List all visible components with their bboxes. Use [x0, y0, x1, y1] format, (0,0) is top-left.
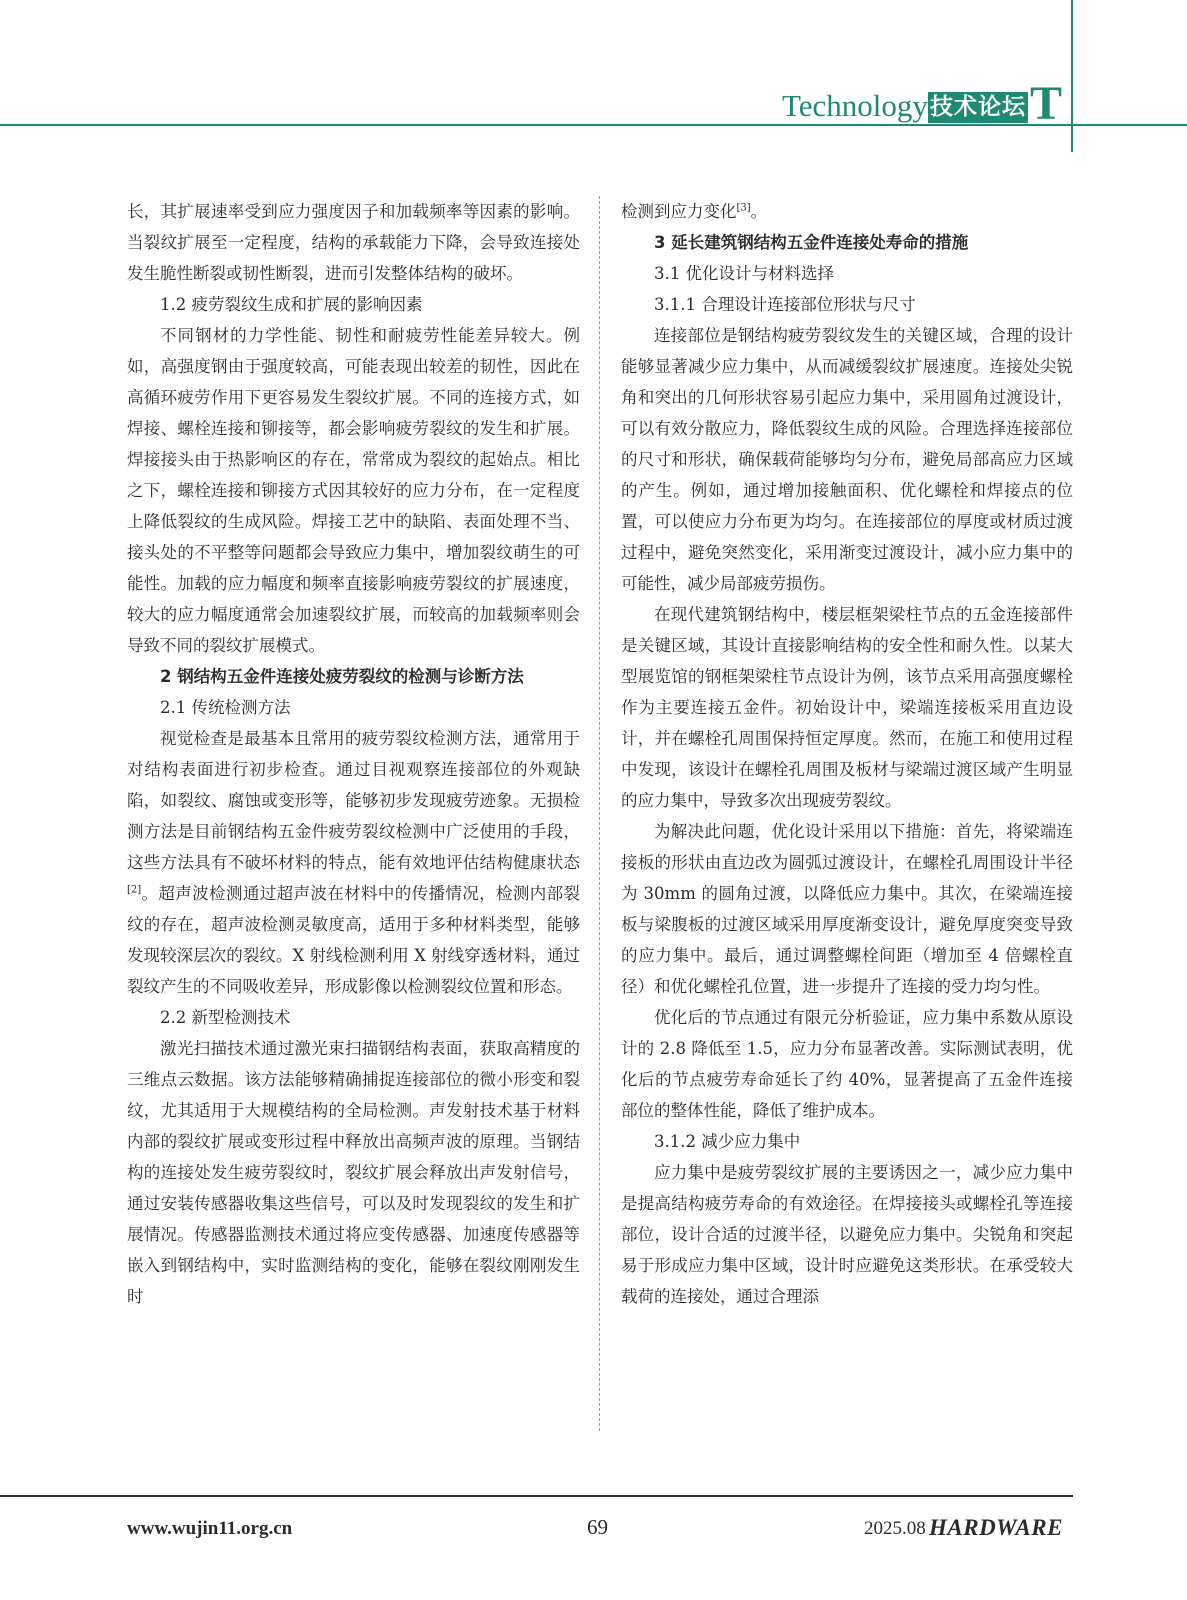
paragraph: 长，其扩展速率受到应力强度因子和加载频率等因素的影响。当裂纹扩展至一定程度，结构的承载能力下降，会导致连接处发生脆性断裂或韧性断裂，进而引发整体结构的破坏。 [127, 202, 580, 283]
magazine-name: HARDWARE [929, 1515, 1063, 1540]
section-title-english: Technology [782, 88, 928, 123]
subsection-heading-2-1: 2.1 传统检测方法 [160, 698, 291, 717]
issue-date: 2025.08 [864, 1518, 926, 1539]
subsection-heading-3-1: 3.1 优化设计与材料选择 [654, 264, 834, 283]
paragraph: 不同钢材的力学性能、韧性和耐疲劳性能差异较大。例如，高强度钢由于强度较高，可能表现出较差的韧性，因此在高循环疲劳作用下更容易发生裂纹扩展。不同的连接方式，如焊接、螺栓连接和铆接等，都会影响疲劳裂纹的发生和扩展。焊接接头由于热影响区的存在，常常成为裂纹的起始点。相比之下，螺栓连接和铆接方式因其较好的应力分布，在一定程度上降低裂纹的生成风险。焊接工艺中的缺陷、表面处理不当、接头处的不平整等问题都会导致应力集中，增加裂纹萌生的可能性。加载的应力幅度和频率直接影响疲劳裂纹的扩展速度，较大的应力幅度通常会加速裂纹扩展，而较高的加载频率则会导致不同的裂纹扩展模式。 [127, 326, 580, 655]
column-divider [599, 196, 600, 1431]
citation-ref-3: [3] [736, 202, 751, 214]
paragraph-text: 检测到应力变化 [621, 202, 737, 221]
subsection-heading-3-1-2: 3.1.2 减少应力集中 [654, 1132, 801, 1151]
left-column [127, 196, 580, 1312]
right-column [621, 196, 1073, 1312]
footer-rule [0, 1495, 1073, 1497]
paragraph [621, 196, 1073, 227]
section-heading-2: 2 钢结构五金件连接处疲劳裂纹的检测与诊断方法 [160, 667, 524, 686]
subsection-heading-2-2: 2.2 新型检测技术 [160, 1008, 291, 1027]
section-badge-letter: T [1030, 77, 1063, 130]
paragraph: 优化后的节点通过有限元分析验证，应力集中系数从原设计的 2.8 降低至 1.5，应力分布显著改善。实际测试表明，优化后的节点疲劳寿命延长了约 40%，显著提高了五金件连接部位的整体性能，降低了维护成本。 [621, 1008, 1073, 1120]
header-vertical-rule [1071, 0, 1073, 152]
section-heading-3: 3 延长建筑钢结构五金件连接处寿命的措施 [654, 233, 969, 252]
paragraph-text: 视觉检查是最基本且常用的疲劳裂纹检测方法，通常用于对结构表面进行初步检查。通过目视观察连接部位的外观缺陷，如裂纹、腐蚀或变形等，能够初步发现疲劳迹象。无损检测方法是目前钢结构五金件疲劳裂纹检测中广泛使用的手段，这些方法具有不破坏材料的特点，能有效地评估结构健康状态 [127, 729, 580, 872]
header-horizontal-rule [0, 124, 1187, 126]
paragraph: 连接部位是钢结构疲劳裂纹发生的关键区域，合理的设计能够显著减少应力集中，从而减缓裂纹扩展速度。连接处尖锐角和突出的几何形状容易引起应力集中，采用圆角过渡设计，可以有效分散应力，降低裂纹生成的风险。合理选择连接部位的尺寸和形状，确保载荷能够均匀分布，避免局部高应力区域的产生。例如，通过增加接触面积、优化螺栓和焊接点的位置，可以使应力分布更为均匀。在连接部位的厚度或材质过渡过程中，避免突然变化，采用渐变过渡设计，减小应力集中的可能性，减少局部疲劳损伤。 [621, 326, 1073, 593]
paragraph: 在现代建筑钢结构中，楼层框架梁柱节点的五金连接部件是关键区域，其设计直接影响结构的安全性和耐久性。以某大型展览馆的钢框架梁柱节点设计为例，该节点采用高强度螺栓作为主要连接五金件。初始设计中，梁端连接板采用直边设计，并在螺栓孔周围保持恒定厚度。然而，在施工和使用过程中发现，该设计在螺栓孔周围及板材与梁端过渡区域产生明显的应力集中，导致多次出现疲劳裂纹。 [621, 605, 1073, 810]
subsection-heading-3-1-1: 3.1.1 合理设计连接部位形状与尺寸 [654, 295, 916, 314]
subsection-heading-1-2: 1.2 疲劳裂纹生成和扩展的影响因素 [160, 295, 423, 314]
citation-ref-2: [2] [127, 884, 142, 896]
paragraph: 为解决此问题，优化设计采用以下措施：首先，将梁端连接板的形状由直边改为圆弧过渡设计，在螺栓孔周围设计半径为 30mm 的圆角过渡，以降低应力集中。其次，在梁端连接板与梁腹板的过渡区域采用厚度渐变设计，避免厚度突变导致的应力集中。最后，通过调整螺栓间距（增加至 4 倍螺栓直径）和优化螺栓孔位置，进一步提升了连接的受力均匀性。 [621, 822, 1073, 996]
section-title-chinese: 技术论坛 [928, 92, 1028, 123]
paragraph: 应力集中是疲劳裂纹扩展的主要诱因之一，减少应力集中是提高结构疲劳寿命的有效途径。在焊接接头或螺栓孔等连接部位，设计合适的过渡半径，以避免应力集中。尖锐角和突起易于形成应力集中区域，设计时应避免这类形状。在承受较大载荷的连接处，通过合理添 [621, 1163, 1073, 1306]
paragraph-text: 。超声波检测通过超声波在材料中的传播情况，检测内部裂纹的存在，超声波检测灵敏度高，适用于多种材料类型，能够发现较深层次的裂纹。X 射线检测利用 X 射线穿透材料，通过裂纹产生的不同吸收差异，形成影像以检测裂纹位置和形态。 [127, 884, 580, 996]
page-number: 69 [587, 1515, 608, 1539]
paragraph: 激光扫描技术通过激光束扫描钢结构表面，获取高精度的三维点云数据。该方法能够精确捕捉连接部位的微小形变和裂纹，尤其适用于大规模结构的全局检测。声发射技术基于材料内部的裂纹扩展或变形过程中释放出高频声波的原理。当钢结构的连接处发生疲劳裂纹时，裂纹扩展会释放出声发射信号，通过安装传感器收集这些信号，可以及时发现裂纹的发生和扩展情况。传感器监测技术通过将应变传感器、加速度传感器等嵌入到钢结构中，实时监测结构的变化，能够在裂纹刚刚发生时 [127, 1039, 580, 1306]
paragraph [127, 723, 580, 1002]
paragraph-text: 。 [750, 202, 768, 221]
footer-website-url: www.wujin11.org.cn [127, 1518, 293, 1539]
